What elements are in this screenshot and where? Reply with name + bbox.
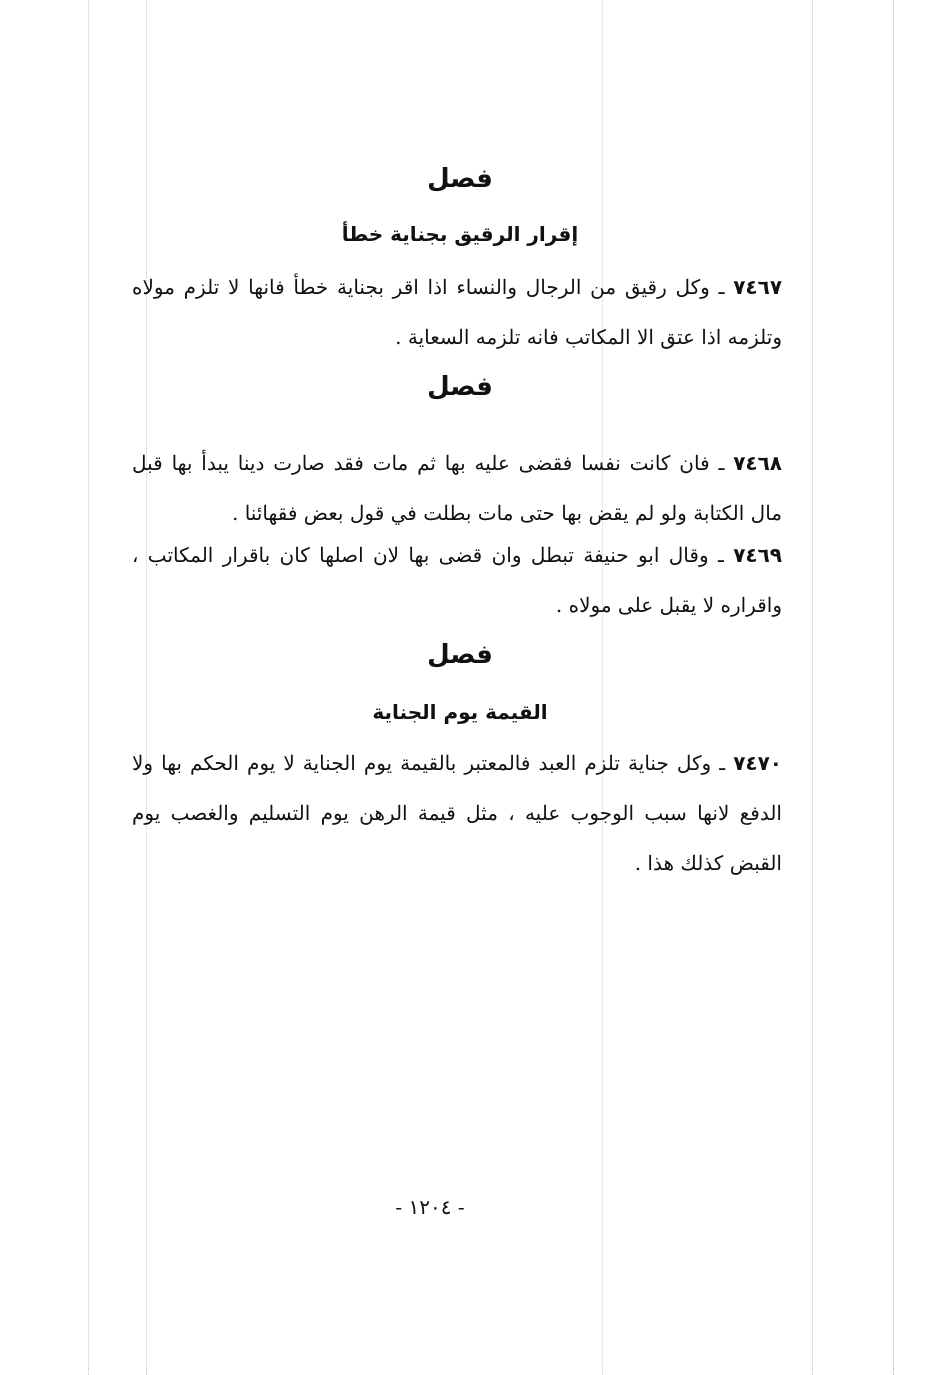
paragraph-number: ٧٤٦٧	[733, 275, 783, 299]
scan-artifact-line	[893, 0, 894, 1375]
dash-separator: ـ	[718, 275, 725, 299]
page-number: - ١٢٠٤ -	[395, 1195, 465, 1219]
scan-artifact-line	[812, 0, 813, 1375]
dash-separator: ـ	[717, 543, 724, 567]
paragraph-7470	[132, 738, 782, 888]
paragraph-text: وكل رقيق من الرجال والنساء اذا اقر بجناية خطأ فانها لا تلزم مولاه وتلزمه اذا عتق الا المكاتب فانه تلزمه السعاية .	[132, 275, 782, 349]
paragraph-7469	[132, 530, 782, 630]
paragraph-7467	[132, 262, 782, 362]
scan-artifact-line	[88, 0, 89, 1375]
section-heading-text: فصل	[427, 372, 493, 402]
section-subheading: إقرار الرقيق بجناية خطأ	[341, 222, 579, 246]
scan-artifact-line	[602, 0, 603, 1375]
paragraph-text: وكل جناية تلزم العبد فالمعتبر بالقيمة يوم الجناية لا يوم الحكم بها ولا الدفع لانها سبب الوجوب عليه ، مثل قيمة الرهن يوم التسليم والغصب يوم القبض كذلك هذا .	[132, 751, 782, 875]
dash-separator: ـ	[718, 451, 725, 475]
scan-artifact-line	[146, 0, 147, 1375]
section-heading	[300, 640, 620, 670]
section-heading-text: فصل	[427, 164, 493, 194]
section-subheading: القيمة يوم الجناية	[372, 700, 548, 724]
paragraph-block	[132, 262, 782, 362]
paragraph-block	[132, 738, 782, 888]
section-heading-text: فصل	[427, 640, 493, 670]
paragraph-number: ٧٤٦٨	[733, 451, 783, 475]
paragraph-number: ٧٤٧٠	[733, 751, 783, 775]
paragraph-7468	[132, 438, 782, 538]
paragraph-number: ٧٤٦٩	[733, 543, 783, 567]
paragraph-block	[132, 438, 782, 538]
paragraph-text: وقال ابو حنيفة تبطل وان قضى بها لان اصلها كان باقرار المكاتب ، واقراره لا يقبل على مولاه .	[132, 543, 782, 617]
section-heading	[300, 372, 620, 402]
paragraph-text: فان كانت نفسا فقضى عليه بها ثم مات فقد صارت دينا يبدأ بها قبل مال الكتابة ولو لم يقض بها حتى مات بطلت في قول بعض فقهائنا .	[132, 451, 782, 525]
paragraph-block	[132, 530, 782, 630]
section-heading	[300, 164, 620, 194]
dash-separator: ـ	[719, 751, 726, 775]
